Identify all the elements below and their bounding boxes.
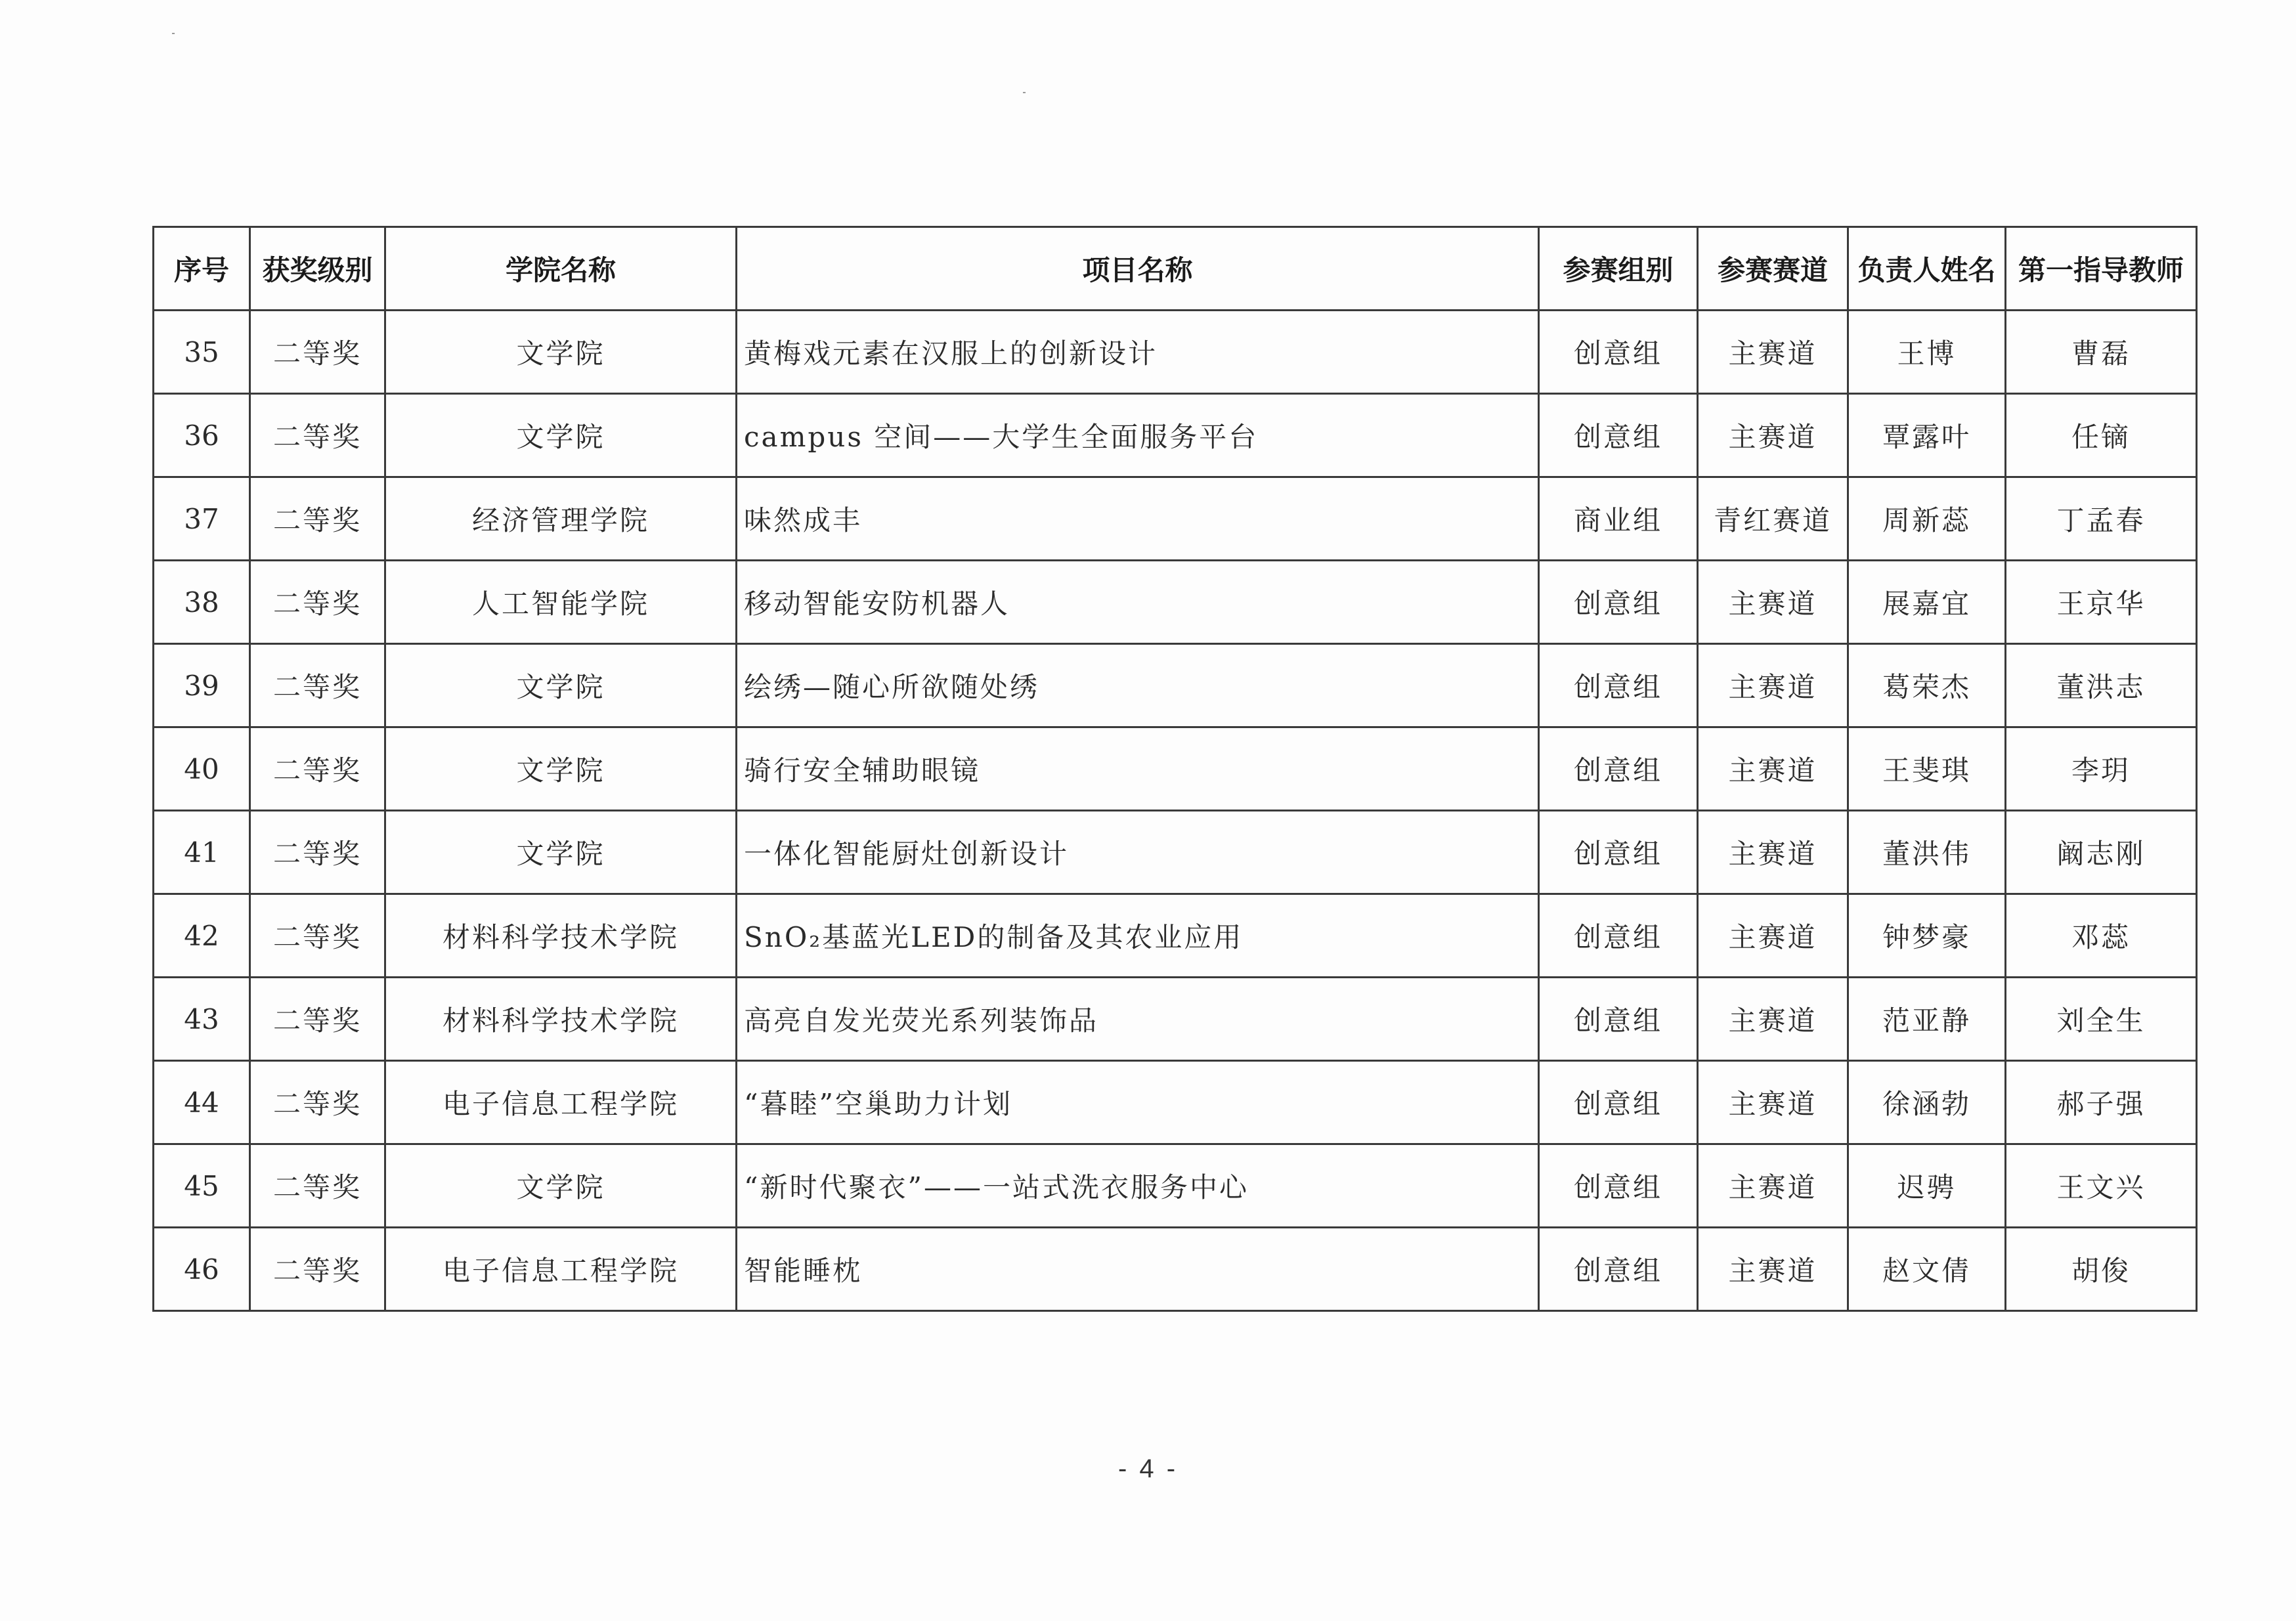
cell-serial-no: 36 bbox=[154, 394, 250, 477]
cell-first-advisor: 胡俊 bbox=[2006, 1228, 2197, 1311]
header-college-name: 学院名称 bbox=[385, 227, 737, 311]
table-row bbox=[154, 811, 2197, 894]
header-award-level: 获奖级别 bbox=[250, 227, 385, 311]
cell-first-advisor: 邓蕊 bbox=[2006, 894, 2197, 978]
cell-project-name: 智能睡枕 bbox=[737, 1228, 1539, 1311]
cell-leader-name: 赵文倩 bbox=[1848, 1228, 2006, 1311]
cell-first-advisor: 阚志刚 bbox=[2006, 811, 2197, 894]
table-row bbox=[154, 894, 2197, 978]
table-row bbox=[154, 1144, 2197, 1228]
cell-leader-name: 覃露叶 bbox=[1848, 394, 2006, 477]
cell-competition-group: 创意组 bbox=[1539, 394, 1698, 477]
cell-serial-no: 39 bbox=[154, 644, 250, 727]
cell-project-name: 骑行安全辅助眼镜 bbox=[737, 727, 1539, 811]
cell-competition-track: 主赛道 bbox=[1698, 811, 1848, 894]
cell-college-name: 材料科学技术学院 bbox=[385, 978, 737, 1061]
cell-award-level: 二等奖 bbox=[250, 1228, 385, 1311]
cell-competition-track: 主赛道 bbox=[1698, 978, 1848, 1061]
cell-award-level: 二等奖 bbox=[250, 811, 385, 894]
cell-college-name: 文学院 bbox=[385, 311, 737, 394]
cell-project-name: 黄梅戏元素在汉服上的创新设计 bbox=[737, 311, 1539, 394]
cell-leader-name: 展嘉宜 bbox=[1848, 561, 2006, 644]
cell-college-name: 文学院 bbox=[385, 394, 737, 477]
cell-competition-track: 主赛道 bbox=[1698, 727, 1848, 811]
cell-first-advisor: 董洪志 bbox=[2006, 644, 2197, 727]
table-row bbox=[154, 561, 2197, 644]
cell-serial-no: 35 bbox=[154, 311, 250, 394]
cell-award-level: 二等奖 bbox=[250, 727, 385, 811]
cell-leader-name: 葛荣杰 bbox=[1848, 644, 2006, 727]
cell-competition-group: 创意组 bbox=[1539, 1228, 1698, 1311]
cell-award-level: 二等奖 bbox=[250, 311, 385, 394]
cell-award-level: 二等奖 bbox=[250, 894, 385, 978]
cell-serial-no: 43 bbox=[154, 978, 250, 1061]
cell-competition-track: 主赛道 bbox=[1698, 1144, 1848, 1228]
cell-leader-name: 范亚静 bbox=[1848, 978, 2006, 1061]
cell-award-level: 二等奖 bbox=[250, 644, 385, 727]
cell-first-advisor: 任镝 bbox=[2006, 394, 2197, 477]
cell-first-advisor: 曹磊 bbox=[2006, 311, 2197, 394]
cell-leader-name: 徐涵勃 bbox=[1848, 1061, 2006, 1144]
award-table bbox=[152, 226, 2198, 1312]
header-serial-no: 序号 bbox=[154, 227, 250, 311]
page-number: - 4 - bbox=[1117, 1454, 1179, 1483]
cell-competition-group: 商业组 bbox=[1539, 477, 1698, 561]
cell-college-name: 经济管理学院 bbox=[385, 477, 737, 561]
cell-college-name: 人工智能学院 bbox=[385, 561, 737, 644]
cell-project-name: 移动智能安防机器人 bbox=[737, 561, 1539, 644]
table-row bbox=[154, 311, 2197, 394]
cell-college-name: 材料科学技术学院 bbox=[385, 894, 737, 978]
cell-first-advisor: 刘全生 bbox=[2006, 978, 2197, 1061]
cell-competition-track: 主赛道 bbox=[1698, 311, 1848, 394]
table-row bbox=[154, 978, 2197, 1061]
cell-leader-name: 钟梦豪 bbox=[1848, 894, 2006, 978]
cell-college-name: 文学院 bbox=[385, 644, 737, 727]
header-competition-group: 参赛组别 bbox=[1539, 227, 1698, 311]
cell-competition-group: 创意组 bbox=[1539, 978, 1698, 1061]
cell-serial-no: 46 bbox=[154, 1228, 250, 1311]
cell-first-advisor: 王文兴 bbox=[2006, 1144, 2197, 1228]
cell-college-name: 电子信息工程学院 bbox=[385, 1061, 737, 1144]
table-body bbox=[154, 311, 2197, 1311]
table-row bbox=[154, 644, 2197, 727]
cell-competition-track: 主赛道 bbox=[1698, 394, 1848, 477]
header-competition-track: 参赛赛道 bbox=[1698, 227, 1848, 311]
cell-competition-track: 主赛道 bbox=[1698, 644, 1848, 727]
cell-award-level: 二等奖 bbox=[250, 978, 385, 1061]
cell-first-advisor: 李玥 bbox=[2006, 727, 2197, 811]
cell-competition-track: 青红赛道 bbox=[1698, 477, 1848, 561]
cell-project-name: campus 空间——大学生全面服务平台 bbox=[737, 394, 1539, 477]
cell-award-level: 二等奖 bbox=[250, 477, 385, 561]
cell-college-name: 文学院 bbox=[385, 1144, 737, 1228]
cell-first-advisor: 郝子强 bbox=[2006, 1061, 2197, 1144]
cell-competition-group: 创意组 bbox=[1539, 561, 1698, 644]
table-row bbox=[154, 727, 2197, 811]
table-row bbox=[154, 1061, 2197, 1144]
table-header-row bbox=[154, 227, 2197, 311]
table-row bbox=[154, 1228, 2197, 1311]
cell-serial-no: 37 bbox=[154, 477, 250, 561]
cell-competition-track: 主赛道 bbox=[1698, 1228, 1848, 1311]
cell-project-name: 绘绣—随心所欲随处绣 bbox=[737, 644, 1539, 727]
cell-project-name: SnO₂基蓝光LED的制备及其农业应用 bbox=[737, 894, 1539, 978]
cell-award-level: 二等奖 bbox=[250, 1061, 385, 1144]
cell-serial-no: 40 bbox=[154, 727, 250, 811]
cell-college-name: 电子信息工程学院 bbox=[385, 1228, 737, 1311]
cell-serial-no: 38 bbox=[154, 561, 250, 644]
cell-leader-name: 周新蕊 bbox=[1848, 477, 2006, 561]
cell-serial-no: 42 bbox=[154, 894, 250, 978]
cell-competition-group: 创意组 bbox=[1539, 311, 1698, 394]
cell-project-name: 味然成丰 bbox=[737, 477, 1539, 561]
cell-serial-no: 41 bbox=[154, 811, 250, 894]
cell-project-name: “暮睦”空巢助力计划 bbox=[737, 1061, 1539, 1144]
cell-award-level: 二等奖 bbox=[250, 561, 385, 644]
scan-speck bbox=[1023, 92, 1026, 93]
cell-project-name: “新时代聚衣”——一站式洗衣服务中心 bbox=[737, 1144, 1539, 1228]
cell-college-name: 文学院 bbox=[385, 811, 737, 894]
cell-competition-group: 创意组 bbox=[1539, 811, 1698, 894]
cell-competition-group: 创意组 bbox=[1539, 1061, 1698, 1144]
cell-leader-name: 迟骋 bbox=[1848, 1144, 2006, 1228]
table-row bbox=[154, 477, 2197, 561]
header-first-advisor: 第一指导教师 bbox=[2006, 227, 2197, 311]
cell-competition-group: 创意组 bbox=[1539, 894, 1698, 978]
scan-speck bbox=[172, 33, 175, 34]
cell-first-advisor: 王京华 bbox=[2006, 561, 2197, 644]
cell-competition-track: 主赛道 bbox=[1698, 894, 1848, 978]
cell-project-name: 高亮自发光荧光系列装饰品 bbox=[737, 978, 1539, 1061]
header-project-name: 项目名称 bbox=[737, 227, 1539, 311]
cell-first-advisor: 丁孟春 bbox=[2006, 477, 2197, 561]
cell-award-level: 二等奖 bbox=[250, 1144, 385, 1228]
cell-leader-name: 王博 bbox=[1848, 311, 2006, 394]
cell-competition-group: 创意组 bbox=[1539, 727, 1698, 811]
cell-college-name: 文学院 bbox=[385, 727, 737, 811]
cell-competition-track: 主赛道 bbox=[1698, 561, 1848, 644]
table-row bbox=[154, 394, 2197, 477]
cell-competition-group: 创意组 bbox=[1539, 644, 1698, 727]
cell-award-level: 二等奖 bbox=[250, 394, 385, 477]
cell-leader-name: 王斐琪 bbox=[1848, 727, 2006, 811]
header-leader-name: 负责人姓名 bbox=[1848, 227, 2006, 311]
cell-leader-name: 董洪伟 bbox=[1848, 811, 2006, 894]
cell-competition-track: 主赛道 bbox=[1698, 1061, 1848, 1144]
cell-competition-group: 创意组 bbox=[1539, 1144, 1698, 1228]
cell-serial-no: 44 bbox=[154, 1061, 250, 1144]
cell-project-name: 一体化智能厨灶创新设计 bbox=[737, 811, 1539, 894]
cell-serial-no: 45 bbox=[154, 1144, 250, 1228]
